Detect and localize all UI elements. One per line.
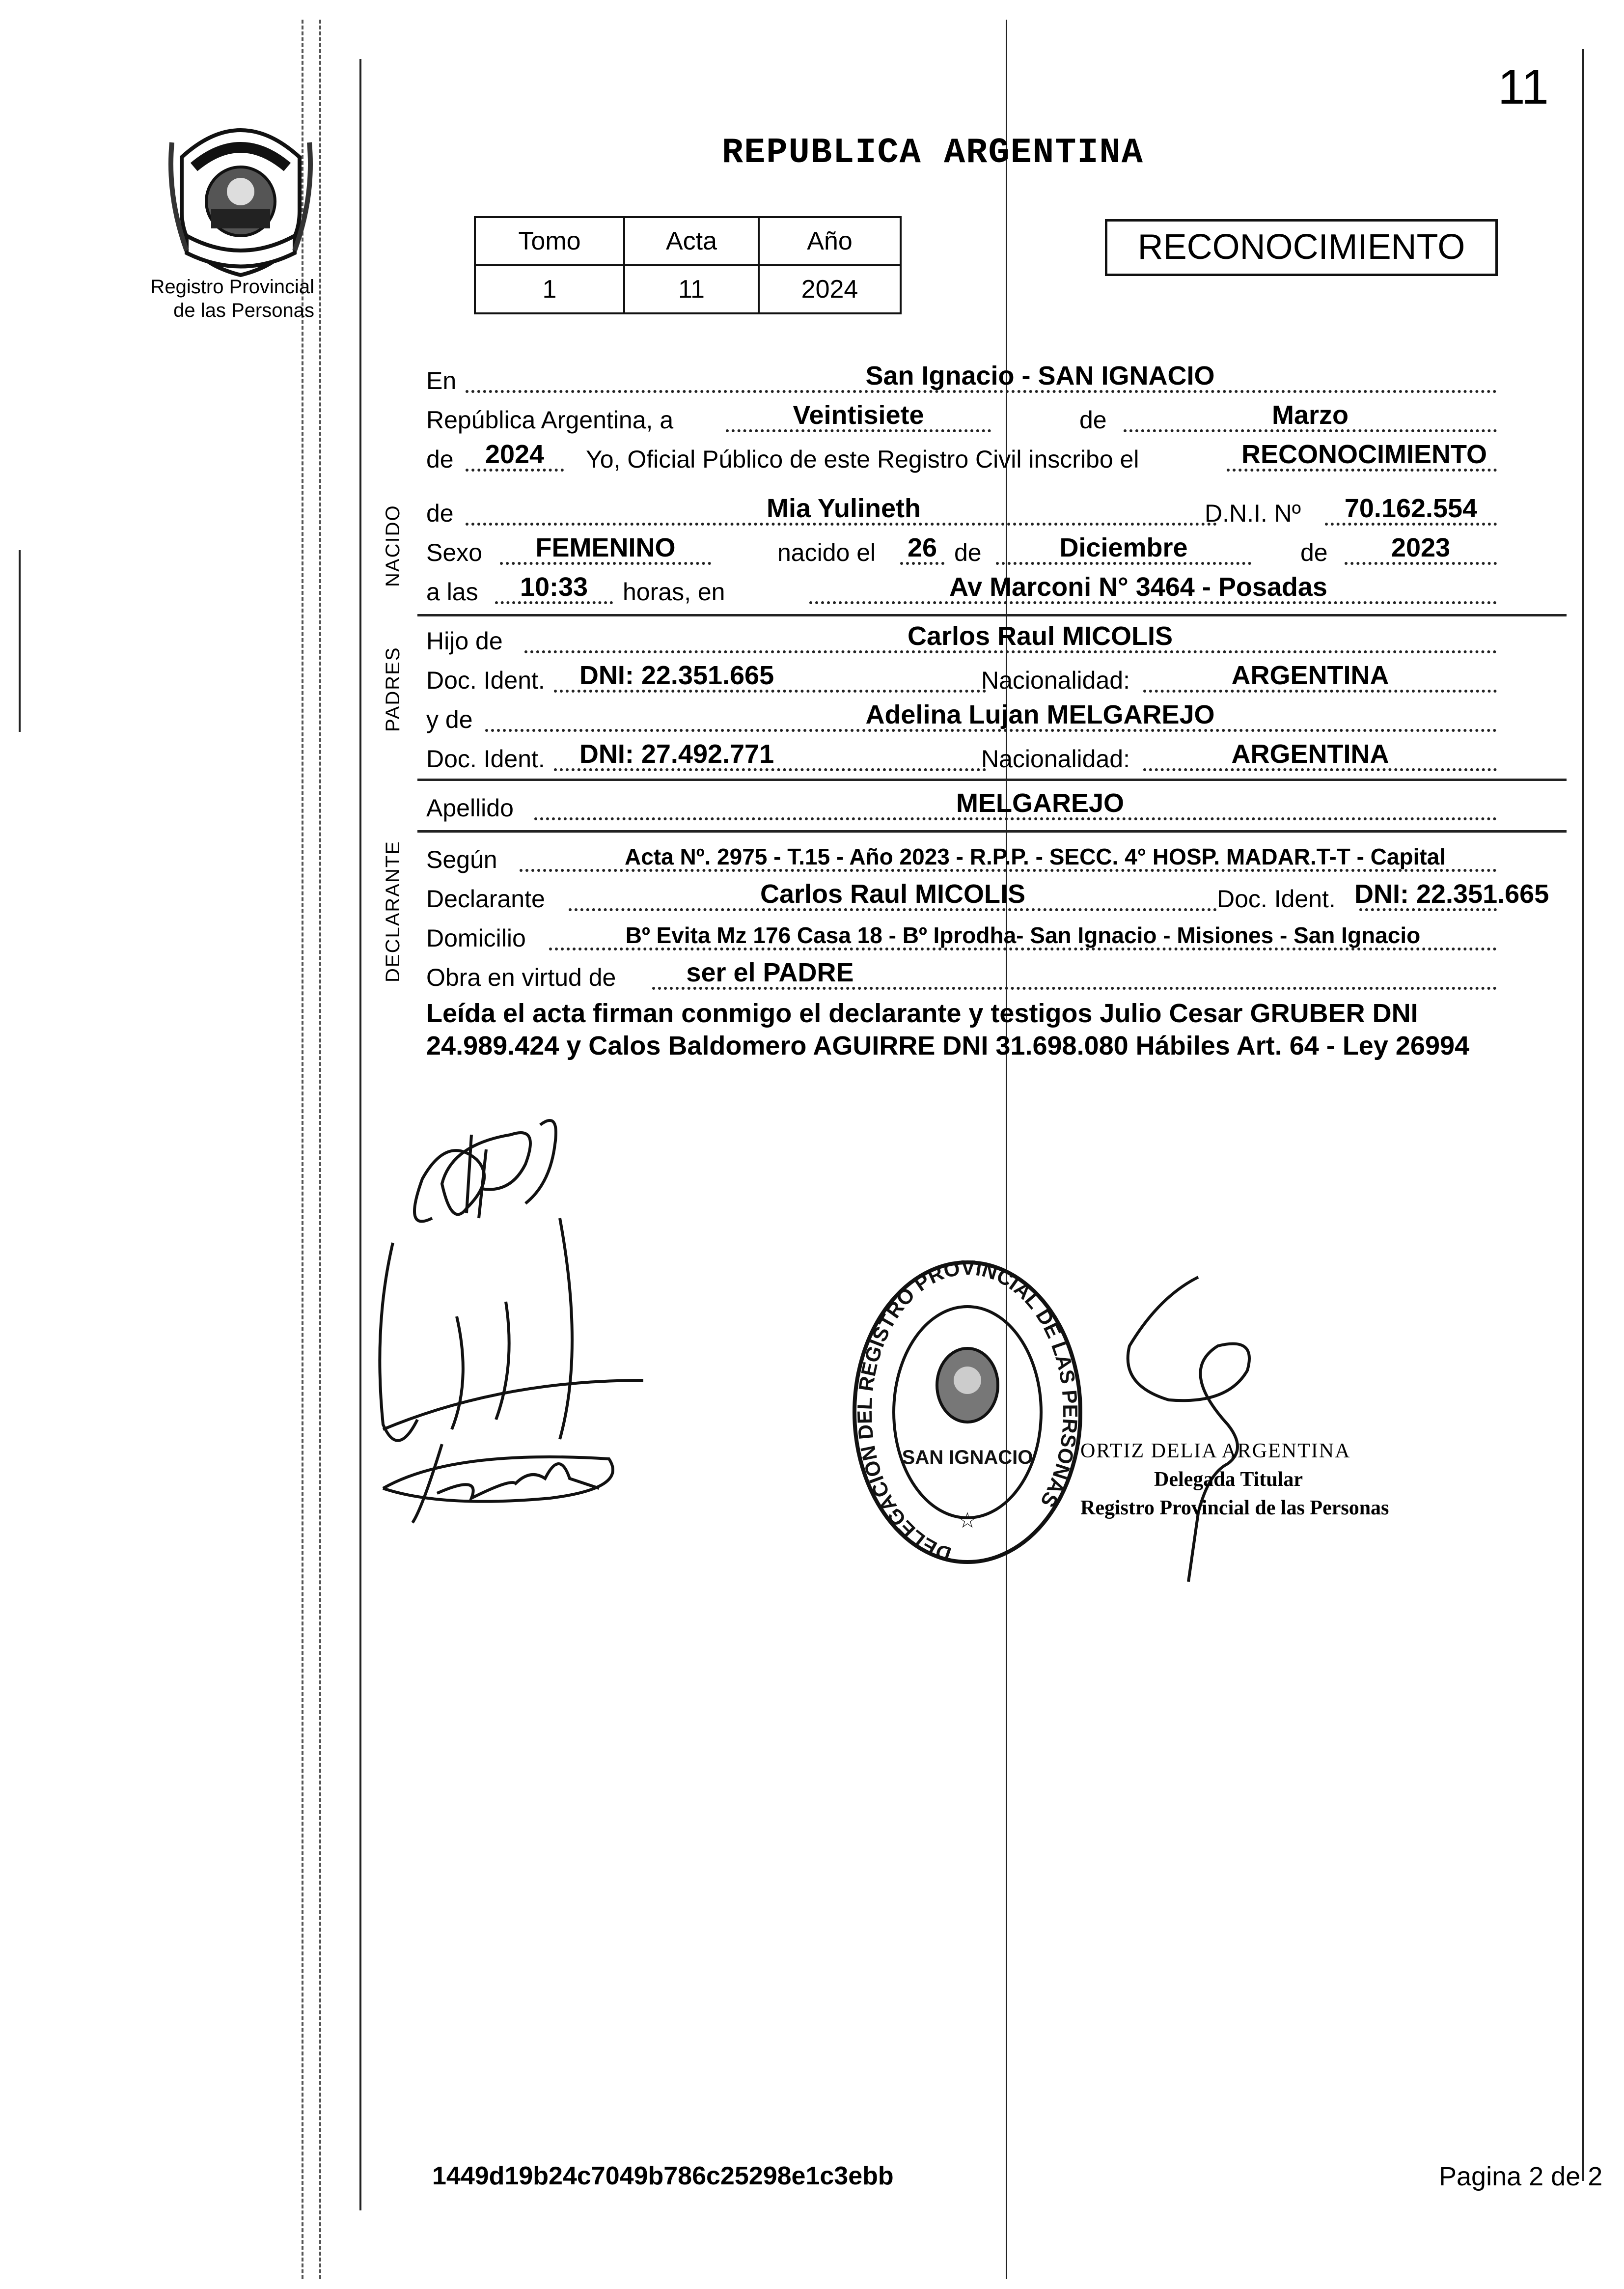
section-separator <box>417 830 1567 833</box>
acta-value-tomo: 1 <box>475 265 624 313</box>
section-separator <box>417 779 1567 781</box>
dni-label: D.N.I. Nº <box>1205 500 1301 527</box>
acta-header-anio: Año <box>759 217 901 265</box>
lugar-value: San Ignacio - SAN IGNACIO <box>865 361 1215 391</box>
acta-header-tomo: Tomo <box>475 217 624 265</box>
sexo-label: Sexo <box>426 539 482 566</box>
document-hash: 1449d19b24c7049b786c25298e1c3ebb <box>432 2162 894 2190</box>
anio-value: 2024 <box>485 440 545 469</box>
nombre-value: Mia Yulineth <box>766 494 921 523</box>
row-segun <box>426 837 1556 877</box>
nac-anio-value: 2023 <box>1391 533 1451 562</box>
de-label: de <box>1079 406 1107 434</box>
acta-value-acta: 11 <box>624 265 759 313</box>
left-fold-line-2 <box>319 20 321 2279</box>
madre-value: Adelina Lujan MELGAREJO <box>865 700 1215 729</box>
mes-value: Marzo <box>1271 400 1349 430</box>
section-separator <box>417 614 1567 616</box>
hora-value: 10:33 <box>520 572 588 602</box>
yde-label: y de <box>426 706 473 733</box>
alas-label: a las <box>426 578 478 606</box>
official-seal <box>850 1257 1085 1572</box>
side-label-nacido: NACIDO <box>382 504 404 587</box>
acto-value: RECONOCIMIENTO <box>1241 440 1487 469</box>
madre-nac-value: ARGENTINA <box>1231 739 1389 769</box>
registrar-role: Delegada Titular <box>1154 1468 1303 1491</box>
domicilio-value: Bº Evita Mz 176 Casa 18 - Bº Iprodha- San Ignacio - Misiones - San Ignacio <box>625 922 1421 948</box>
de4-label: de <box>954 539 982 566</box>
acta-header-acta: Acta <box>624 217 759 265</box>
nac2-label: Nacionalidad: <box>981 745 1130 773</box>
padre-doc-value: DNI: 22.351.665 <box>579 661 774 690</box>
yo-label: Yo, Oficial Público de este Registro Civil inscribo el <box>586 446 1139 473</box>
sexo-value: FEMENINO <box>535 533 676 562</box>
registry-caption-line2: de las Personas <box>173 300 314 321</box>
en-label: En <box>426 367 457 394</box>
row-anio <box>426 437 1556 476</box>
nac-mes-value: Diciembre <box>1059 533 1188 562</box>
doc3-label: Doc. Ident. <box>1217 885 1336 913</box>
hijo-label: Hijo de <box>426 627 503 655</box>
scan-edge-mark <box>19 550 21 732</box>
row-padre-doc <box>426 658 1556 698</box>
row-hora <box>426 570 1556 609</box>
declarante-label: Declarante <box>426 885 545 913</box>
padre-nac-value: ARGENTINA <box>1231 661 1389 690</box>
madre-doc-value: DNI: 27.492.771 <box>579 739 774 769</box>
row-apellido <box>426 786 1556 825</box>
svg-text:☆: ☆ <box>958 1508 977 1533</box>
witness-signatures <box>354 1105 697 1547</box>
closing-statement: Leída el acta firman conmigo el declarante y testigos Julio Cesar GRUBER DNI 24.989.424 y Calos Baldomero AGUIRRE DNI 31.698.080 Hábiles Art. 64 - Ley 26994 <box>426 999 1470 1061</box>
padre-value: Carlos Raul MICOLIS <box>907 621 1173 651</box>
row-padre <box>426 619 1556 658</box>
registry-caption <box>147 275 314 322</box>
row-en <box>426 359 1556 398</box>
registrar-signature <box>1100 1257 1346 1591</box>
row-declarante <box>426 877 1556 916</box>
segun-value: Acta Nº. 2975 - T.15 - Año 2023 - R.P.P. - SECC. 4° HOSP. MADAR.T-T - Capital <box>624 844 1446 869</box>
act-type-box: RECONOCIMIENTO <box>1105 219 1498 276</box>
registrar-seal-text <box>1080 1437 1389 1522</box>
nac-dia-value: 26 <box>907 533 937 562</box>
doc2-label: Doc. Ident. <box>426 745 545 773</box>
row-madre <box>426 698 1556 737</box>
page-number: 11 <box>1498 59 1549 114</box>
de2-label: de <box>426 446 454 473</box>
domicilio-label: Domicilio <box>426 924 526 952</box>
seal-center-text: SAN IGNACIO <box>902 1447 1033 1468</box>
row-obra <box>426 955 1556 995</box>
lugar-nac-value: Av Marconi N° 3464 - Posadas <box>949 572 1327 602</box>
apellido-label: Apellido <box>426 794 514 822</box>
acta-table <box>474 216 902 314</box>
page-indicator: Pagina 2 de 2 <box>1439 2162 1603 2191</box>
right-margin-line <box>1582 49 1584 2181</box>
row-madre-doc <box>426 737 1556 776</box>
registrar-office: Registro Provincial de las Personas <box>1080 1497 1389 1519</box>
obra-label: Obra en virtud de <box>426 964 616 991</box>
doc-label: Doc. Ident. <box>426 667 545 694</box>
registry-caption-line1: Registro Provincial <box>150 276 314 298</box>
de5-label: de <box>1300 539 1328 566</box>
dni-value: 70.162.554 <box>1344 494 1478 523</box>
registry-logo <box>167 113 314 280</box>
row-nombre <box>426 491 1556 530</box>
row-republica <box>426 398 1556 437</box>
declarante-value: Carlos Raul MICOLIS <box>760 879 1026 909</box>
registrar-name: ORTIZ DELIA ARGENTINA <box>1080 1440 1351 1462</box>
apellido-value: MELGAREJO <box>956 788 1125 818</box>
side-label-padres: PADRES <box>382 646 404 732</box>
row-sexo <box>426 530 1556 570</box>
nac-label: Nacionalidad: <box>981 667 1130 694</box>
acta-value-anio: 2024 <box>759 265 901 313</box>
de3-label: de <box>426 500 454 527</box>
nacido-el-label: nacido el <box>777 539 876 566</box>
side-label-declarante: DECLARANTE <box>382 840 404 982</box>
left-fold-line <box>302 20 303 2279</box>
dia-value: Veintisiete <box>793 400 924 430</box>
row-domicilio <box>426 916 1556 955</box>
declarante-doc-value: DNI: 22.351.665 <box>1354 879 1549 909</box>
obra-value: ser el PADRE <box>686 958 854 987</box>
seal-ring-text: DELEGACION DEL REGISTRO PROVINCIAL DE LAS PERSONAS <box>853 1257 1082 1566</box>
republica-label: República Argentina, a <box>426 406 674 434</box>
segun-label: Según <box>426 846 497 873</box>
horas-en-label: horas, en <box>623 578 725 606</box>
document-title: REPUBLICA ARGENTINA <box>722 133 1144 173</box>
